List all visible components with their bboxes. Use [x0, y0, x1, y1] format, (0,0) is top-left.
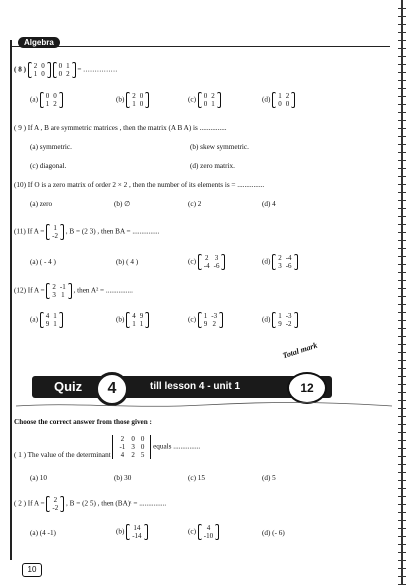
binding-tick	[398, 120, 406, 121]
binding-tick	[398, 80, 406, 81]
binding-tick	[398, 352, 406, 353]
option-c[interactable]: (c) 2 3 -4 -6	[188, 254, 225, 270]
question-10-option-b[interactable]: (b) ∅	[114, 200, 131, 208]
binding-tick	[398, 128, 406, 129]
option-b[interactable]: (b) ( 4 )	[116, 258, 139, 266]
matrix: 1 -2	[46, 224, 64, 240]
quiz-question-1: ( 1 ) The value of the determinant 2 0 0 -1 3 0 4 2 5 equals ...............	[14, 435, 201, 459]
option-d[interactable]: (d) 1 2 0 0	[262, 92, 295, 108]
binding-tick	[398, 568, 406, 569]
binding-tick	[398, 488, 406, 489]
binding-tick	[398, 544, 406, 545]
page-frame-left	[10, 40, 12, 560]
question-12: (12) If A = 2 -1 3 1 , then A² = ...............	[14, 283, 133, 299]
question-11: (11) If A = 1 -2 , B = (2 3) , then BA = ...............	[14, 224, 160, 240]
binding-tick	[398, 448, 406, 449]
binding-tick	[398, 144, 406, 145]
question-8: ( 8 ) 2 0 1 0 0 1 0 2 = ...............	[14, 62, 118, 78]
binding-tick	[398, 64, 406, 65]
binding-tick	[398, 56, 406, 57]
quiz-scope: till lesson 4 - unit 1	[150, 381, 241, 392]
question-10-option-c[interactable]: (c) 2	[188, 200, 202, 208]
page-number: 10	[22, 563, 42, 577]
section-tag: Algebra	[18, 37, 60, 48]
page-frame-top	[10, 46, 390, 47]
binding-tick	[398, 456, 406, 457]
binding-tick	[398, 32, 406, 33]
matrix: 2 0 1 0	[28, 62, 51, 78]
decorative-divider-icon	[14, 400, 394, 410]
binding-tick	[398, 336, 406, 337]
option-d[interactable]: (d) 2 -4 3 -6	[262, 254, 298, 270]
binding-tick	[398, 48, 406, 49]
binding-tick	[398, 400, 406, 401]
binding-tick	[398, 184, 406, 185]
binding-tick	[398, 216, 406, 217]
option-a[interactable]: (a) 4 1 9 1	[30, 312, 63, 328]
binding-tick	[398, 272, 406, 273]
quiz-number: 4	[95, 372, 129, 406]
question-9-option-d[interactable]: (d) zero matrix.	[190, 162, 235, 170]
binding-tick	[398, 512, 406, 513]
option-d[interactable]: (d) (- 6)	[262, 529, 285, 537]
binding-tick	[398, 536, 406, 537]
quiz-question-1-option-b[interactable]: (b) 30	[114, 474, 132, 482]
binding-tick	[398, 248, 406, 249]
binding-tick	[398, 104, 406, 105]
matrix: 2 -2	[46, 496, 64, 512]
instructions: Choose the correct answer from those given :	[14, 418, 152, 426]
question-9-option-a[interactable]: (a) symmetric.	[30, 143, 72, 151]
binding-tick	[398, 312, 406, 313]
binding-tick	[398, 416, 406, 417]
question-9-option-b[interactable]: (b) skew symmetric.	[190, 143, 249, 151]
quiz-title: Quiz	[54, 379, 83, 394]
option-c[interactable]: (c) 0 2 0 1	[188, 92, 221, 108]
option-b[interactable]: (b) 14 -14	[116, 524, 148, 540]
binding-tick	[398, 376, 406, 377]
binding-tick	[398, 232, 406, 233]
binding-tick	[398, 200, 406, 201]
binding-tick	[398, 24, 406, 25]
binding-tick	[398, 408, 406, 409]
option-c[interactable]: (c) 4 -10	[188, 524, 219, 540]
binding-tick	[398, 560, 406, 561]
binding-tick	[398, 136, 406, 137]
binding-tick	[398, 368, 406, 369]
binding-tick	[398, 304, 406, 305]
binding-tick	[398, 392, 406, 393]
option-a[interactable]: (a) ( - 4 )	[30, 258, 56, 266]
binding-tick	[398, 328, 406, 329]
binding-tick	[398, 280, 406, 281]
binding-tick	[398, 112, 406, 113]
binding-tick	[398, 192, 406, 193]
option-b[interactable]: (b) 2 0 1 0	[116, 92, 149, 108]
quiz-question-1-option-c[interactable]: (c) 15	[188, 474, 205, 482]
determinant: 2 0 0 -1 3 0 4 2 5	[112, 435, 151, 459]
binding-tick	[398, 504, 406, 505]
quiz-question-1-option-a[interactable]: (a) 10	[30, 474, 47, 482]
binding-tick	[398, 264, 406, 265]
binding-tick	[398, 496, 406, 497]
question-number: ( 8 )	[14, 65, 26, 74]
total-mark-value: 12	[287, 372, 327, 404]
option-d[interactable]: (d) 1 -3 9 -2	[262, 312, 298, 328]
option-b[interactable]: (b) 4 9 1 1	[116, 312, 149, 328]
binding-tick	[398, 256, 406, 257]
binding-tick	[398, 296, 406, 297]
matrix: 2 -1 3 1	[46, 283, 71, 299]
binding-tick	[398, 240, 406, 241]
binding-tick	[398, 472, 406, 473]
total-mark-label: Total mark	[281, 340, 319, 361]
option-c[interactable]: (c) 1 -3 9 2	[188, 312, 223, 328]
binding-tick	[398, 360, 406, 361]
question-9-option-c[interactable]: (c) diagonal.	[30, 162, 67, 170]
binding-tick	[398, 528, 406, 529]
binding-tick	[398, 88, 406, 89]
binding-tick	[398, 432, 406, 433]
binding-tick	[398, 168, 406, 169]
binding-tick	[398, 520, 406, 521]
binding-tick	[398, 344, 406, 345]
quiz-question-1-option-d[interactable]: (d) 5	[262, 474, 276, 482]
binding-tick	[398, 8, 406, 9]
question-9: ( 9 ) If A , B are symmetric matrices , then the matrix (A B A) is ...............	[14, 124, 227, 132]
binding-tick	[398, 16, 406, 17]
binding-tick	[398, 208, 406, 209]
binding-tick	[398, 440, 406, 441]
binding-tick	[398, 288, 406, 289]
question-10-option-a[interactable]: (a) zero	[30, 200, 53, 208]
binding-tick	[398, 96, 406, 97]
binding-tick	[398, 224, 406, 225]
option-a[interactable]: (a) (4 -1)	[30, 529, 56, 537]
binding-tick	[398, 160, 406, 161]
binding-tick	[398, 176, 406, 177]
binding-tick	[398, 424, 406, 425]
binding-tick	[398, 384, 406, 385]
binding-tick	[398, 576, 406, 577]
binding-tick	[398, 320, 406, 321]
binding-tick	[398, 72, 406, 73]
binding-tick	[398, 552, 406, 553]
matrix: 0 1 0 2	[53, 62, 76, 78]
binding-tick	[398, 464, 406, 465]
question-10-option-d[interactable]: (d) 4	[262, 200, 276, 208]
question-10: (10) If O is a zero matrix of order 2 × 2 , then the number of its elements is = ...............	[14, 181, 265, 189]
binding-tick	[398, 152, 406, 153]
binding-tick	[398, 40, 406, 41]
binding-tick	[398, 480, 406, 481]
quiz-question-2: ( 2 ) If A = 2 -2 , B = (2 5) , then (BA)ᵗ = ...............	[14, 496, 167, 512]
option-a[interactable]: (a) 0 0 1 2	[30, 92, 63, 108]
